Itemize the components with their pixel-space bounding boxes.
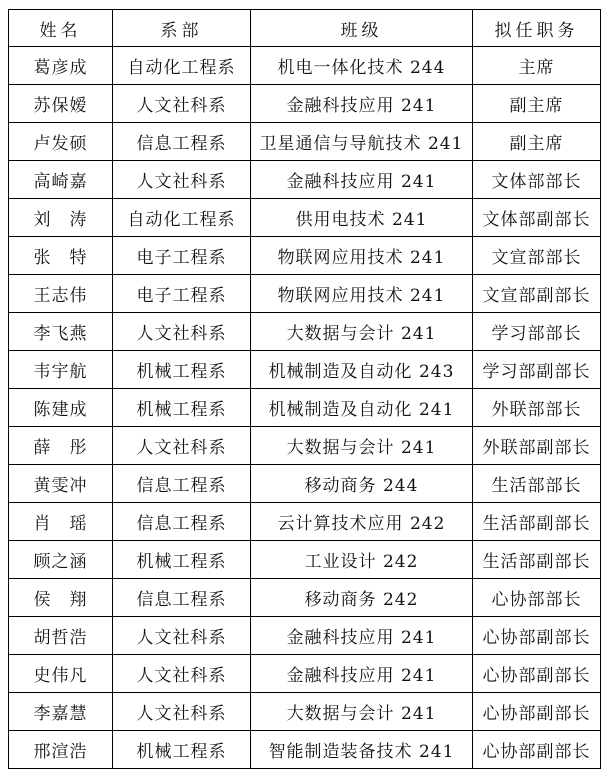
table-row bbox=[9, 617, 601, 655]
cell-department: 人文社科系 bbox=[113, 693, 251, 731]
cell-name: 薛 彤 bbox=[9, 427, 113, 465]
cell-name: 黄雯冲 bbox=[9, 465, 113, 503]
table-row bbox=[9, 465, 601, 503]
cell-name: 韦宇航 bbox=[9, 351, 113, 389]
cell-department: 机械工程系 bbox=[113, 731, 251, 769]
cell-name: 李嘉慧 bbox=[9, 693, 113, 731]
table-row bbox=[9, 85, 601, 123]
cell-department: 人文社科系 bbox=[113, 617, 251, 655]
cell-name: 史伟凡 bbox=[9, 655, 113, 693]
cell-department: 机械工程系 bbox=[113, 389, 251, 427]
table-row bbox=[9, 579, 601, 617]
cell-name: 陈建成 bbox=[9, 389, 113, 427]
cell-department: 人文社科系 bbox=[113, 427, 251, 465]
roster-table bbox=[8, 9, 601, 769]
table-row bbox=[9, 47, 601, 85]
table-row bbox=[9, 731, 601, 769]
cell-class: 机电一体化技术 244 bbox=[251, 47, 473, 85]
cell-class: 大数据与会计 241 bbox=[251, 427, 473, 465]
cell-department: 机械工程系 bbox=[113, 351, 251, 389]
cell-name: 侯 翔 bbox=[9, 579, 113, 617]
cell-name: 顾之涵 bbox=[9, 541, 113, 579]
cell-class: 机械制造及自动化 241 bbox=[251, 389, 473, 427]
cell-department: 机械工程系 bbox=[113, 541, 251, 579]
cell-department: 人文社科系 bbox=[113, 85, 251, 123]
table-row bbox=[9, 313, 601, 351]
table-row bbox=[9, 199, 601, 237]
cell-name: 胡哲浩 bbox=[9, 617, 113, 655]
cell-position: 文体部部长 bbox=[473, 161, 601, 199]
table-header-row bbox=[9, 10, 601, 47]
cell-department: 人文社科系 bbox=[113, 313, 251, 351]
cell-position: 主席 bbox=[473, 47, 601, 85]
table-row bbox=[9, 351, 601, 389]
cell-department: 信息工程系 bbox=[113, 123, 251, 161]
header-class: 班级 bbox=[251, 10, 473, 47]
header-department: 系部 bbox=[113, 10, 251, 47]
table-row bbox=[9, 503, 601, 541]
cell-department: 信息工程系 bbox=[113, 465, 251, 503]
table-row bbox=[9, 389, 601, 427]
cell-department: 人文社科系 bbox=[113, 655, 251, 693]
cell-class: 金融科技应用 241 bbox=[251, 617, 473, 655]
cell-class: 大数据与会计 241 bbox=[251, 693, 473, 731]
cell-position: 生活部副部长 bbox=[473, 503, 601, 541]
cell-name: 李飞燕 bbox=[9, 313, 113, 351]
cell-position: 心协部副部长 bbox=[473, 655, 601, 693]
cell-name: 葛彦成 bbox=[9, 47, 113, 85]
cell-department: 自动化工程系 bbox=[113, 47, 251, 85]
cell-name: 王志伟 bbox=[9, 275, 113, 313]
cell-class: 工业设计 242 bbox=[251, 541, 473, 579]
cell-department: 信息工程系 bbox=[113, 503, 251, 541]
cell-department: 信息工程系 bbox=[113, 579, 251, 617]
cell-department: 电子工程系 bbox=[113, 275, 251, 313]
cell-name: 苏保嫒 bbox=[9, 85, 113, 123]
header-position: 拟任职务 bbox=[473, 10, 601, 47]
cell-class: 移动商务 242 bbox=[251, 579, 473, 617]
cell-class: 金融科技应用 241 bbox=[251, 655, 473, 693]
cell-position: 外联部部长 bbox=[473, 389, 601, 427]
cell-position: 学习部副部长 bbox=[473, 351, 601, 389]
cell-class: 云计算技术应用 242 bbox=[251, 503, 473, 541]
cell-department: 自动化工程系 bbox=[113, 199, 251, 237]
header-name: 姓名 bbox=[9, 10, 113, 47]
cell-position: 心协部副部长 bbox=[473, 693, 601, 731]
table-row bbox=[9, 427, 601, 465]
cell-class: 金融科技应用 241 bbox=[251, 85, 473, 123]
cell-class: 物联网应用技术 241 bbox=[251, 237, 473, 275]
cell-class: 智能制造装备技术 241 bbox=[251, 731, 473, 769]
cell-position: 外联部副部长 bbox=[473, 427, 601, 465]
cell-position: 文体部副部长 bbox=[473, 199, 601, 237]
cell-position: 文宣部部长 bbox=[473, 237, 601, 275]
cell-name: 肖 瑶 bbox=[9, 503, 113, 541]
cell-department: 人文社科系 bbox=[113, 161, 251, 199]
cell-position: 心协部副部长 bbox=[473, 617, 601, 655]
cell-position: 心协部部长 bbox=[473, 579, 601, 617]
cell-position: 学习部部长 bbox=[473, 313, 601, 351]
cell-class: 卫星通信与导航技术 241 bbox=[251, 123, 473, 161]
table-row bbox=[9, 123, 601, 161]
cell-name: 卢发硕 bbox=[9, 123, 113, 161]
cell-position: 心协部副部长 bbox=[473, 731, 601, 769]
cell-class: 机械制造及自动化 243 bbox=[251, 351, 473, 389]
table-row bbox=[9, 693, 601, 731]
table-row bbox=[9, 275, 601, 313]
cell-class: 移动商务 244 bbox=[251, 465, 473, 503]
cell-class: 物联网应用技术 241 bbox=[251, 275, 473, 313]
cell-position: 生活部部长 bbox=[473, 465, 601, 503]
cell-position: 副主席 bbox=[473, 123, 601, 161]
table-row bbox=[9, 161, 601, 199]
cell-class: 供用电技术 241 bbox=[251, 199, 473, 237]
table-row bbox=[9, 655, 601, 693]
table-row bbox=[9, 237, 601, 275]
cell-class: 金融科技应用 241 bbox=[251, 161, 473, 199]
cell-position: 生活部副部长 bbox=[473, 541, 601, 579]
cell-position: 文宣部副部长 bbox=[473, 275, 601, 313]
cell-name: 刘 涛 bbox=[9, 199, 113, 237]
cell-department: 电子工程系 bbox=[113, 237, 251, 275]
cell-position: 副主席 bbox=[473, 85, 601, 123]
cell-name: 高崎嘉 bbox=[9, 161, 113, 199]
cell-name: 邢渲浩 bbox=[9, 731, 113, 769]
cell-class: 大数据与会计 241 bbox=[251, 313, 473, 351]
cell-name: 张 特 bbox=[9, 237, 113, 275]
table-row bbox=[9, 541, 601, 579]
